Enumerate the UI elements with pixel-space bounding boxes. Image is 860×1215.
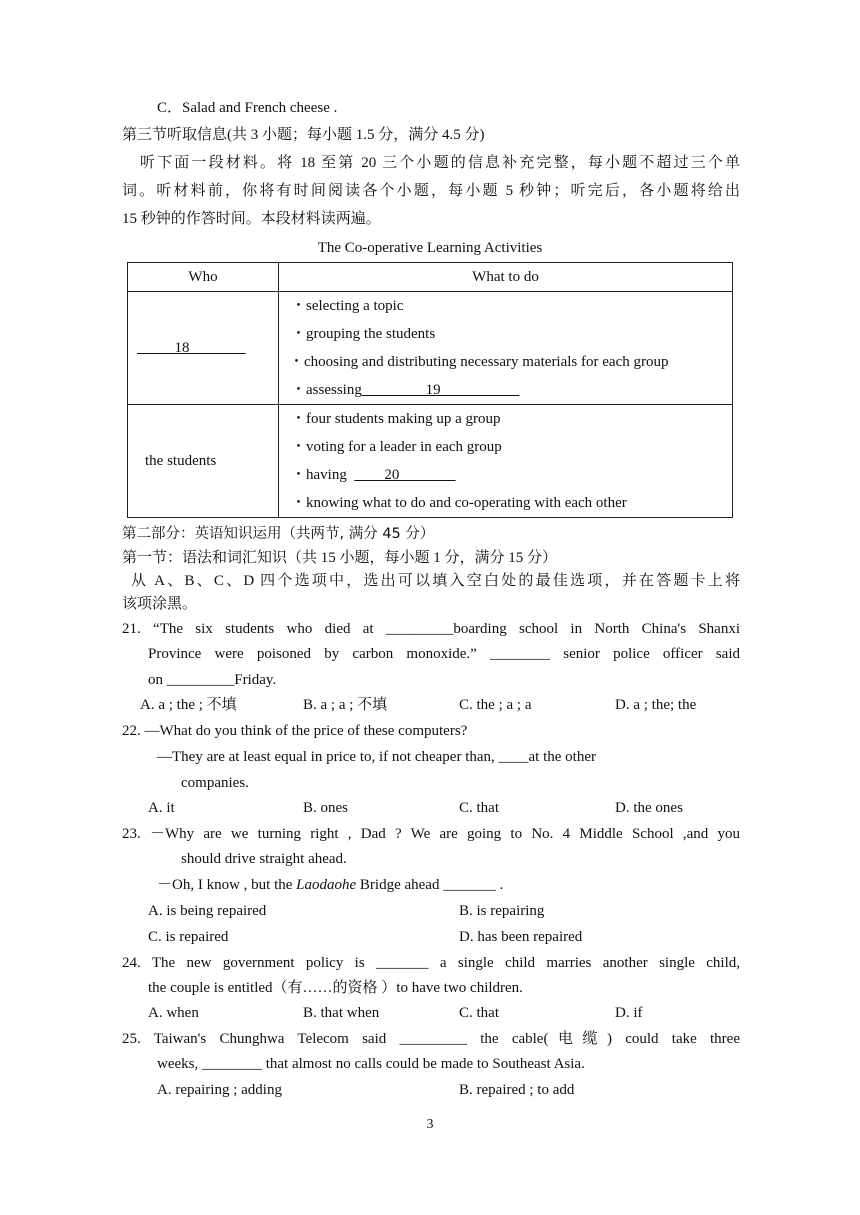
q22-option-b: B. ones xyxy=(303,800,348,816)
q21-option-a: A. a ; the ; 不填 xyxy=(140,697,237,713)
list-item: ・four students making up a group xyxy=(291,411,501,427)
list-item: ・voting for a leader in each group xyxy=(291,439,502,455)
q22-line2: —They are at least equal in price to, if not cheaper than, ____at the other xyxy=(157,749,596,765)
section3-instruction-line2: 词。听材料前，你将有时间阅读各个小题，每小题 5 秒钟；听完后，各小题将给出 xyxy=(122,183,740,199)
q23-line1: 23. －Why are we turning right , Dad ? We are going to No. 4 Middle School ,and you xyxy=(122,826,740,842)
q23-option-c: C. is repaired xyxy=(148,929,229,945)
activities-table xyxy=(127,262,733,518)
q23-line3: －Oh, I know , but the Laodaohe Bridge ahead _______ . xyxy=(157,877,504,893)
blank-20: 20 xyxy=(384,467,400,483)
row1-what-cell xyxy=(279,292,733,405)
q22-line3: companies. xyxy=(181,775,249,791)
q21-line1: 21. “The six students who died at _________boarding school in North China's Shanxi xyxy=(122,621,740,637)
header-what-to-do: What to do xyxy=(279,263,733,292)
list-item: ・assessing 19 xyxy=(279,376,732,404)
section3-title: 第三节听取信息(共 3 小题；每小题 1.5 分，满分 4.5 分) xyxy=(122,127,485,143)
q23-option-d: D. has been repaired xyxy=(459,929,583,945)
q21-option-c: C. the ; a ; a xyxy=(459,697,532,713)
q21-line3: on _________Friday. xyxy=(148,672,277,688)
q24-option-b: B. that when xyxy=(303,1005,380,1021)
section3-instruction-line1: 听下面一段材料。将 18 至第 20 三个小题的信息补充完整，每小题不超过三个单 xyxy=(140,155,740,171)
q24-option-a: A. when xyxy=(148,1005,199,1021)
part2-instruction-line1: 从 A、B、C、D 四个选项中，选出可以填入空白处的最佳选项，并在答题卡上将 xyxy=(131,573,740,589)
q23-option-a: A. is being repaired xyxy=(148,903,267,919)
q25-line2: weeks, ________ that almost no calls could be made to Southeast Asia. xyxy=(157,1056,585,1072)
section3-instruction-line3: 15 秒钟的作答时间。本段材料读两遍。 xyxy=(122,211,381,227)
laodaohe-italic: Laodaohe xyxy=(296,877,357,893)
section1-title: 第一节：语法和词汇知识（共 15 小题，每小题 1 分，满分 15 分） xyxy=(122,550,558,566)
q21-line2: Province were poisoned by carbon monoxide.” ________ senior police officer said xyxy=(148,646,740,662)
q22-line1: 22. —What do you think of the price of these computers? xyxy=(122,723,468,739)
table-caption: The Co-operative Learning Activities xyxy=(317,240,543,256)
part2-instruction-line2: 该项涂黑。 xyxy=(122,596,198,612)
list-item: ・selecting a topic xyxy=(291,298,404,314)
q23-line2: should drive straight ahead. xyxy=(181,851,347,867)
row2-who-cell: the students xyxy=(128,405,279,518)
q22-option-d: D. the ones xyxy=(615,800,683,816)
header-who: Who xyxy=(128,263,279,292)
part2-title: 第二部分：英语知识运用（共两节, 满分 45 分） xyxy=(122,526,435,542)
row2-what-cell xyxy=(279,405,733,518)
blank-18: 18 xyxy=(174,339,190,356)
q25-option-a: A. repairing ; adding xyxy=(157,1082,282,1098)
q21-option-b: B. a ; a ; 不填 xyxy=(303,697,388,713)
list-item: ・choosing and distributing necessary materials for each group xyxy=(289,354,669,370)
q22-option-a: A. it xyxy=(148,800,175,816)
q22-option-c: C. that xyxy=(459,800,499,816)
q24-option-d: D. if xyxy=(615,1005,643,1021)
q25-option-b: B. repaired ; to add xyxy=(459,1082,575,1098)
table-row xyxy=(128,292,733,405)
list-item: ・grouping the students xyxy=(291,326,436,342)
table-header-row xyxy=(128,263,733,292)
option-c: C．Salad and French cheese . xyxy=(157,100,338,116)
list-item: ・having 20 xyxy=(279,461,732,489)
row1-who-cell xyxy=(128,292,279,405)
blank-19: 19 xyxy=(425,382,441,398)
q24-option-c: C. that xyxy=(459,1005,499,1021)
q25-line1: 25. Taiwan's Chunghwa Telecom said _________ the cable(电缆) could take three xyxy=(122,1031,740,1047)
page-number: 3 xyxy=(426,1117,434,1132)
table-row xyxy=(128,405,733,518)
q24-line1: 24. The new government policy is _______ a single child marries another single child, xyxy=(122,955,740,971)
list-item: ・knowing what to do and co-operating with each other xyxy=(291,495,627,511)
q23-option-b: B. is repairing xyxy=(459,903,545,919)
q21-option-d: D. a ; the; the xyxy=(615,697,697,713)
q24-line2: the couple is entitled（有……的资格 ）to have two children. xyxy=(148,980,523,996)
